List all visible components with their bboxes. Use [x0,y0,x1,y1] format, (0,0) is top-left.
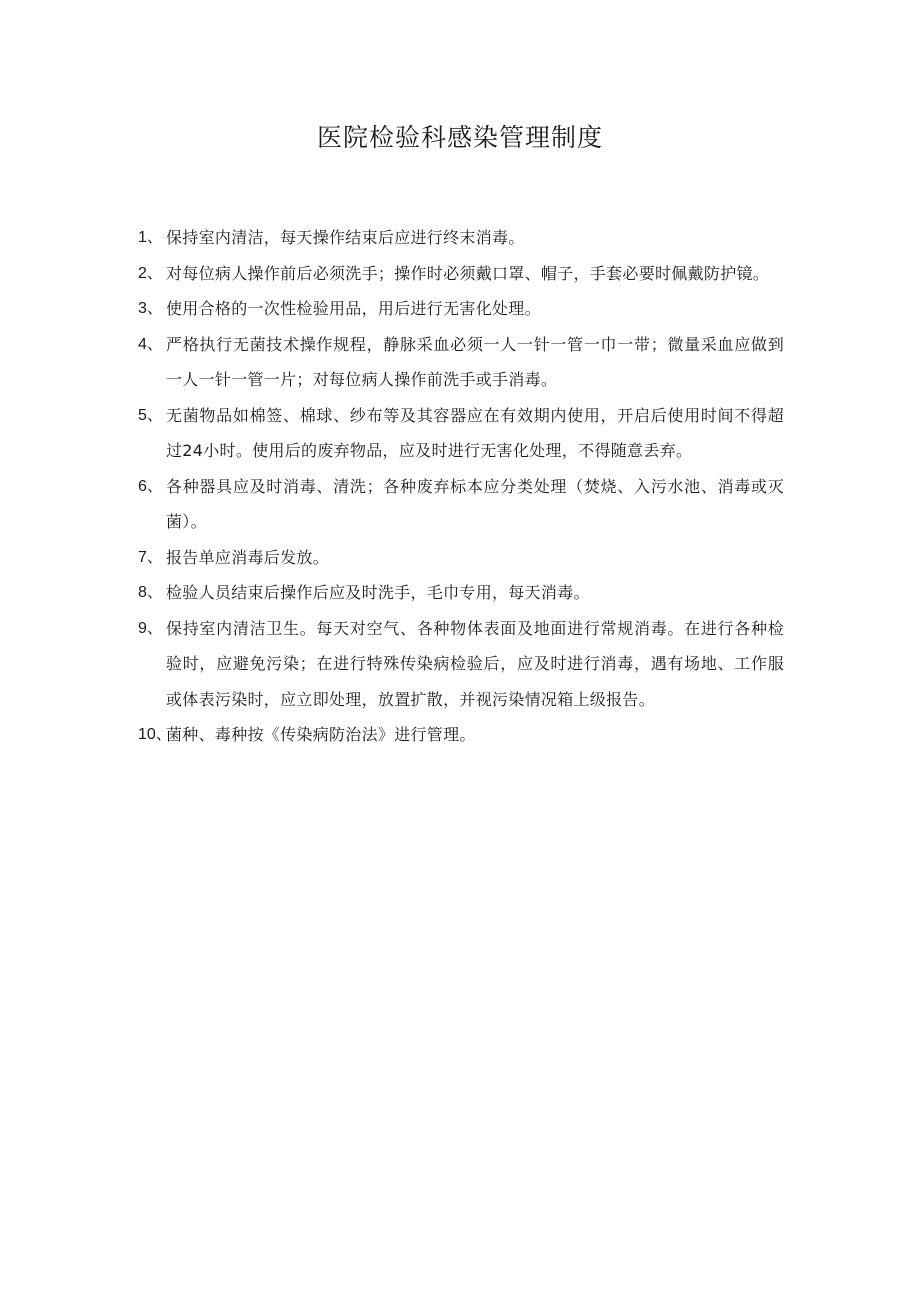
rule-item-1 [138,220,784,256]
rule-item-2 [138,256,784,292]
rule-number: 8、 [138,584,163,601]
rule-item-6 [138,469,784,540]
rule-text: 保持室内清洁，每天操作结束后应进行终末消毒。 [166,228,525,247]
rule-text: 严格执行无菌技术操作规程，静脉采血必须一人一针一管一巾一带；微量采血应做到一人一针一管一片；对每位病人操作前洗手或手消毒。 [166,334,784,389]
rule-item-5 [138,398,784,469]
rule-text: 无菌物品如棉签、棉球、纱布等及其容器应在有效期内使用，开启后使用时间不得超过24小时。使用后的废弃物品，应及时进行无害化处理，不得随意丢弃。 [166,405,784,460]
rule-number: 7、 [138,548,163,566]
rule-text: 各种器具应及时消毒、清洗；各种废弃标本应分类处理（焚烧、入污水池、消毒或灭菌）。 [166,476,784,531]
rule-text: 报告单应消毒后发放。 [166,547,330,567]
rule-text: 菌种、毒种按《传染病防治法》进行管理。 [166,725,476,744]
rule-text: 检验人员结束后操作后应及时洗手，毛巾专用，每天消毒。 [166,583,590,602]
rule-text: 保持室内清洁卫生。每天对空气、各种物体表面及地面进行常规消毒。在进行各种检验时，应避免污染；在进行特殊传染病检验后，应及时进行消毒，遇有场地、工作服或体表污染时，应立即处理，放置扩散，并视污染情况箱上级报告。 [166,618,784,709]
rule-number: 4、 [138,335,163,353]
rule-number: 10、 [138,726,172,743]
rule-text: 对每位病人操作前后必须洗手；操作时必须戴口罩、帽子，手套必要时佩戴防护镜。 [166,263,770,283]
rule-item-9 [138,611,784,718]
rule-item-7 [138,540,784,576]
rule-item-8 [138,575,784,611]
rule-item-4 [138,327,784,398]
rule-number: 2、 [138,264,163,282]
rule-number: 3、 [138,300,163,317]
rule-number: 1、 [138,229,163,246]
rule-number: 9、 [138,619,163,637]
rule-text: 使用合格的一次性检验用品，用后进行无害化处理。 [166,299,541,318]
rule-number: 5、 [138,406,163,424]
document-title: 医院检验科感染管理制度 [316,123,603,152]
rule-item-10 [138,717,784,753]
rules-list [138,220,784,753]
rule-number: 6、 [138,477,163,495]
rule-item-3 [138,291,784,327]
